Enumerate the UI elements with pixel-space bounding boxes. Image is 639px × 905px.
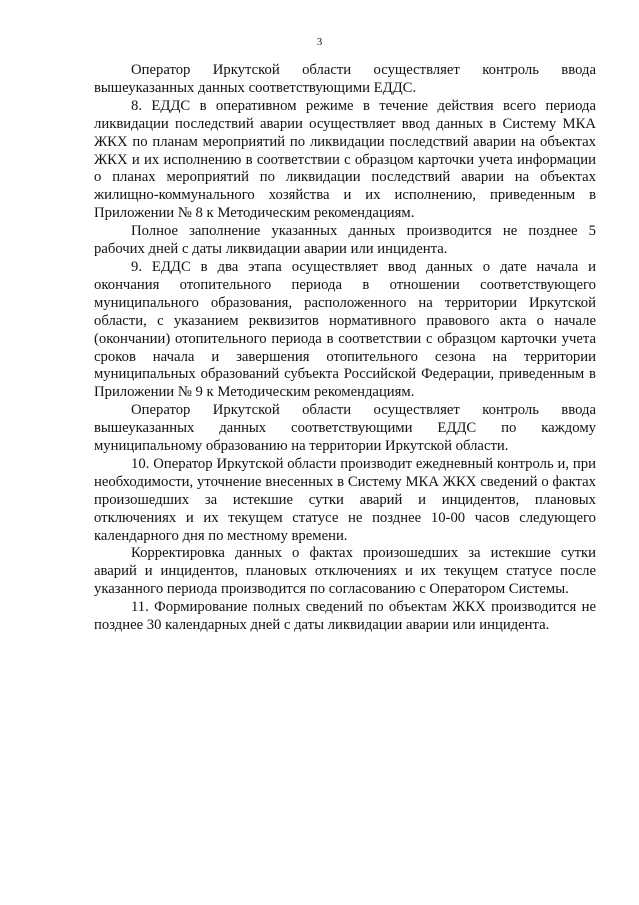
paragraph-10: 10. Оператор Иркутской области производит ежедневный контроль и, при необходимости, уточнение внесенных в Систему МКА ЖКХ сведений о фактах произошедших за истекшие сутки аварий и инцидентов, плановых отключениях и их текущем статусе не позднее 10-00 часов следующего календарного дня по местному времени. (94, 455, 596, 544)
page-number: 3 (316, 36, 323, 48)
paragraph-8: 8. ЕДДС в оперативном режиме в течение действия всего периода ликвидации последствий аварии осуществляет ввод данных в Систему МКА ЖКХ по планам мероприятий по ликвидации последствий аварии на объектах ЖКХ и их исполнению в соответствии с образцом карточки учета информации о планах мероприятий по ликвидации последствий аварии на объектах жилищно-коммунального хозяйства и их исполнению, приведенным в Приложении № 8 к Методическим рекомендациям. (94, 97, 596, 222)
paragraph-full-completion: Полное заполнение указанных данных производится не позднее 5 рабочих дней с даты ликвидации аварии или инцидента. (94, 223, 596, 258)
paragraph-operator-control: Оператор Иркутской области осуществляет контроль ввода вышеуказанных данных соответствующими ЕДДС. (94, 62, 596, 96)
paragraph-9: 9. ЕДДС в два этапа осуществляет ввод данных о дате начала и окончания отопительного периода в отношении соответствующего муниципального образования, расположенного на территории Иркутской области, с указанием реквизитов нормативного правового акта о начале (окончании) отопительного периода в соответствии с образцом карточки учета сроков начала и завершения отопительного сезона на территории муниципальных образований субъекта Российской Федерации, приведенным в Приложении № 9 к Методическим рекомендациям. (94, 258, 596, 401)
paragraph-11: 11. Формирование полных сведений по объектам ЖКХ производится не позднее 30 календарных дней с даты ликвидации аварии или инцидента. (94, 599, 596, 634)
paragraph-operator-control-municipal: Оператор Иркутской области осуществляет контроль ввода вышеуказанных данных соответствующими ЕДДС по каждому муниципальному образованию на территории Иркутской области. (94, 402, 596, 455)
document-body (94, 62, 596, 635)
paragraph-correction: Корректировка данных о фактах произошедших за истекшие сутки аварий и инцидентов, плановых отключениях и их текущем статусе после указанного периода производится по согласованию с Оператором Системы. (94, 545, 596, 598)
